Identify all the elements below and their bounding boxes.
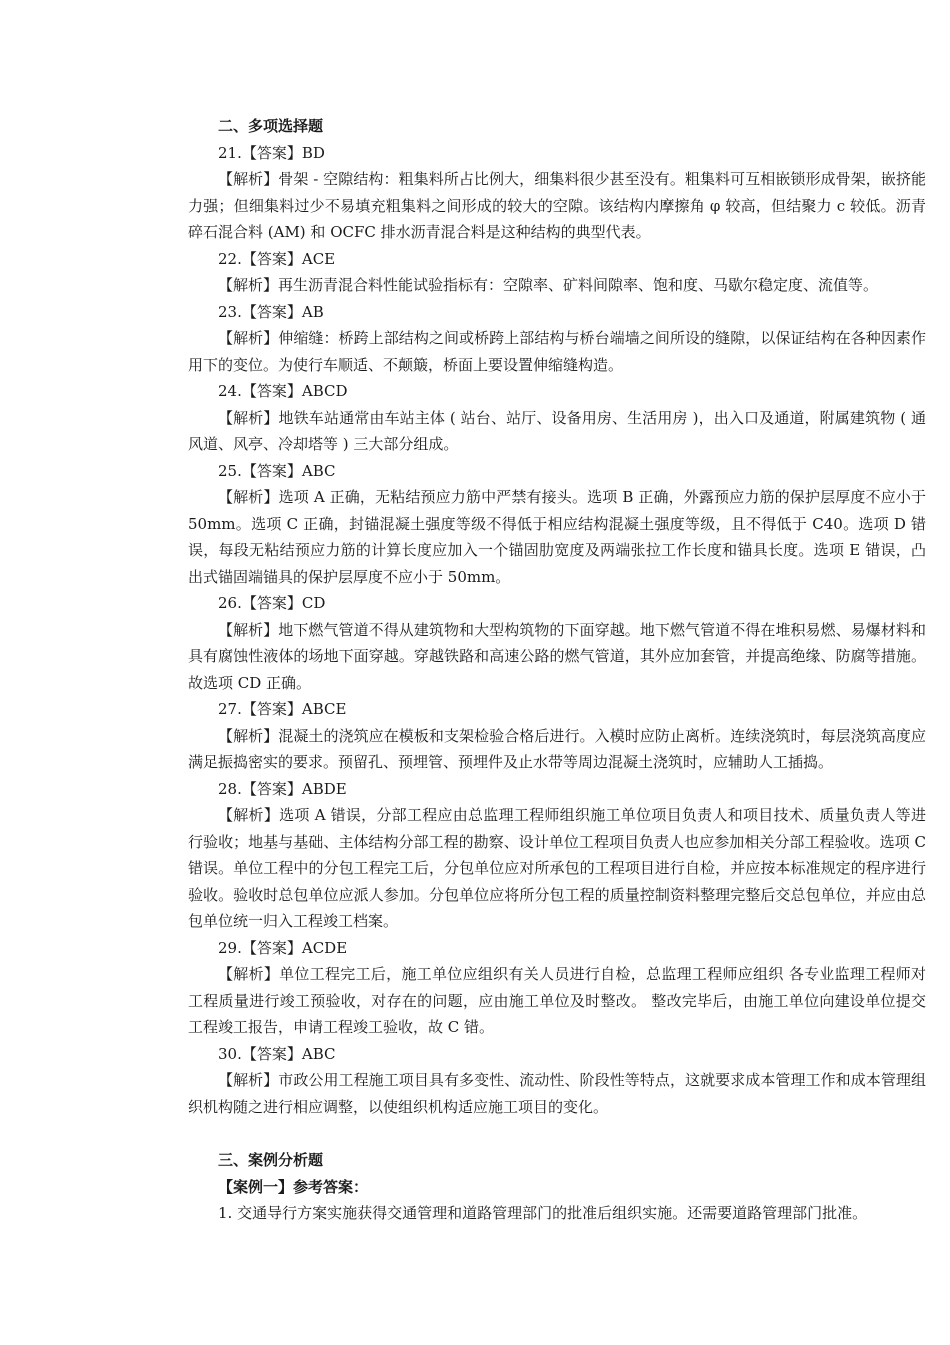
- answer-item-30: [188, 1041, 926, 1121]
- explanation-text: 【解析】市政公用工程施工项目具有多变性、流动性、阶段性等特点，这就要求成本管理工作和成本管理组织机构随之进行相应调整，以使组织机构适应施工项目的变化。: [188, 1071, 926, 1116]
- answer-item-29: [188, 935, 926, 1041]
- answer-line: 22.【答案】ACE: [218, 249, 336, 268]
- answer-line: 25.【答案】ABC: [218, 461, 336, 480]
- explanation-text: 【解析】骨架 - 空隙结构：粗集料所占比例大，细集料很少甚至没有。粗集料可互相嵌锁形成骨架，嵌挤能力强；但细集料过少不易填充粗集料之间形成的较大的空隙。该结构内摩擦角 φ 较高，但结聚力 c 较低。沥青碎石混合料 (AM) 和 OCFC 排水沥青混合料是这种结构的典型代表。: [188, 170, 926, 241]
- explanation-text: 【解析】再生沥青混合料性能试验指标有：空隙率、矿料间隙率、饱和度、马歇尔稳定度、流值等。: [218, 276, 879, 294]
- answer-item-27: [188, 696, 926, 776]
- answer-line: 21.【答案】BD: [218, 143, 325, 162]
- explanation-text: 【解析】混凝土的浇筑应在模板和支架检验合格后进行。入模时应防止离析。连续浇筑时，每层浇筑高度应满足振捣密实的要求。预留孔、预埋管、预埋件及止水带等周边混凝土浇筑时，应辅助人工插捣。: [188, 726, 926, 771]
- answer-line: 23.【答案】AB: [218, 302, 324, 321]
- section-title-case-analysis: 三、案例分析题: [218, 1151, 324, 1169]
- answer-line: 28.【答案】ABDE: [218, 779, 347, 798]
- explanation-text: 【解析】选项 A 错误，分部工程应由总监理工程师组织施工单位项目负责人和项目技术、质量负责人等进行验收；地基与基础、主体结构分部工程的勘察、设计单位工程项目负责人也应参加相关分部工程验收。选项 C 错误。单位工程中的分包工程完工后，分包单位应对所承包的工程项目进行自检，并应按本标准规定的程序进行验收。验收时总包单位应派人参加。分包单位应将所分包工程的质量控制资料整理完整后交总包单位，并应由总包单位统一归入工程竣工档案。: [188, 806, 926, 930]
- explanation-text: 【解析】选项 A 正确，无粘结预应力筋中严禁有接头。选项 B 正确，外露预应力筋的保护层厚度不应小于 50mm。选项 C 正确，封锚混凝土强度等级不得低于相应结构混凝土强度等级，且不得低于 C40。选项 D 错误，每段无粘结预应力筋的计算长度应加入一个锚固肋宽度及两端张拉工作长度和锚具长度。选项 E 错误，凸出式锚固端锚具的保护层厚度不应小于 50mm。: [188, 488, 926, 586]
- explanation-text: 【解析】地下燃气管道不得从建筑物和大型构筑物的下面穿越。地下燃气管道不得在堆积易燃、易爆材料和具有腐蚀性液体的场地下面穿越。穿越铁路和高速公路的燃气管道，其外应加套管，并提高绝缘、防腐等措施。故选项 CD 正确。: [188, 620, 926, 692]
- explanation-text: 【解析】单位工程完工后，施工单位应组织有关人员进行自检，总监理工程师应组织 各专业监理工程师对工程质量进行竣工预验收，对存在的问题，应由施工单位及时整改。 整改完毕后，由施工单位向建设单位提交工程竣工报告，申请工程竣工验收，故 C 错。: [188, 965, 926, 1036]
- answer-line: 29.【答案】ACDE: [218, 938, 348, 957]
- answer-item-21: [188, 140, 926, 246]
- answer-item-25: [188, 458, 926, 591]
- answer-item-28: [188, 776, 926, 935]
- explanation-text: 【解析】伸缩缝：桥跨上部结构之间或桥跨上部结构与桥台端墙之间所设的缝隙，以保证结构在各种因素作用下的变位。为使行车顺适、不颠簸，桥面上要设置伸缩缝构造。: [188, 329, 926, 374]
- answer-item-26: [188, 590, 926, 696]
- case-one-heading: 【案例一】参考答案：: [218, 1177, 369, 1196]
- answer-item-24: [188, 378, 926, 458]
- answer-line: 30.【答案】ABC: [218, 1044, 336, 1063]
- answer-item-22: [188, 246, 926, 299]
- content-area: [188, 113, 926, 1227]
- explanation-text: 【解析】地铁车站通常由车站主体 ( 站台、站厅、设备用房、生活用房 )，出入口及通道，附属建筑物 ( 通风道、风亭、冷却塔等 ) 三大部分组成。: [188, 408, 926, 453]
- section-spacer: [188, 1120, 926, 1147]
- answer-line: 27.【答案】ABCE: [218, 700, 347, 718]
- answer-line: 24.【答案】ABCD: [218, 382, 348, 400]
- answer-line: 26.【答案】CD: [218, 594, 326, 612]
- answer-item-23: [188, 299, 926, 379]
- case-one-answer-1: 1. 交通导行方案实施获得交通管理和道路管理部门的批准后组织实施。还需要道路管理部门批准。: [218, 1204, 868, 1222]
- section-title-multiple-choice: 二、多项选择题: [218, 117, 324, 135]
